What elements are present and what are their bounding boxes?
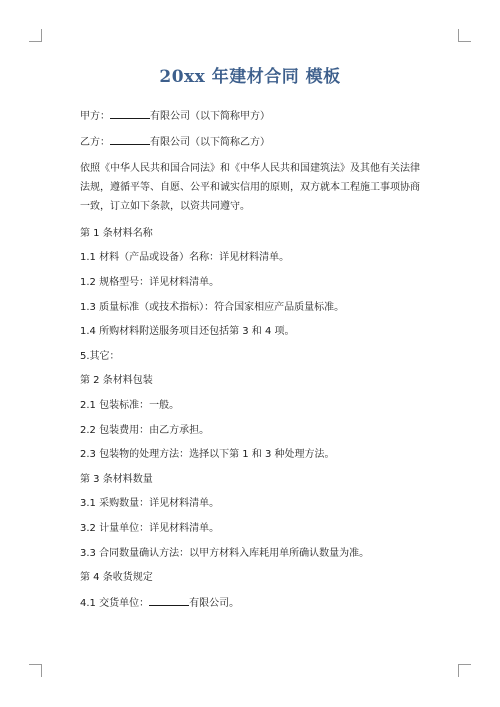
section-3-heading: 第 3 条材料数量 [80, 473, 153, 485]
section-3-item-1: 3.1 采购数量：详见材料清单。 [80, 498, 220, 510]
section-3-item-2: 3.2 计量单位：详见材料清单。 [80, 522, 220, 534]
section-2-item-2: 2.2 包装费用：由乙方承担。 [80, 424, 210, 436]
crop-mark-bottom-left [29, 664, 42, 677]
section-2-heading: 第 2 条材料包装 [80, 375, 153, 387]
section-2-item-3: 2.3 包装物的处理方法：选择以下第 1 和 3 种处理方法。 [80, 449, 335, 461]
delivery-unit-blank[interactable] [149, 595, 189, 606]
section-1-item-4: 1.4 所购材料附送服务项目还包括第 3 和 4 项。 [80, 326, 295, 338]
crop-mark-top-left [29, 29, 42, 42]
crop-mark-bottom-right [458, 664, 471, 677]
delivery-unit-line [80, 595, 420, 611]
document-title: 20xx 年建材合同 模板 [159, 67, 341, 87]
delivery-unit-suffix: 有限公司。 [189, 597, 240, 609]
party-a-label: 甲方： [80, 111, 110, 122]
section-2-item-1: 2.1 包装标准：一般。 [80, 399, 180, 411]
intro-paragraph: 依照《中华人民共和国合同法》和《中华人民共和国建筑法》及其他有关法律法规，遵循平等、自愿、公平和诚实信用的原则，双方就本工程施工事项协商一致，订立如下条款，以资共同遵守。 [80, 163, 420, 213]
section-1-item-3: 1.3 质量标准（或技术指标）：符合国家相应产品质量标准。 [80, 301, 345, 313]
party-b-label: 乙方： [80, 136, 110, 148]
section-1-item-1: 1.1 材料（产品或设备）名称：详见材料清单。 [80, 252, 290, 264]
party-a-suffix: 有限公司（以下简称甲方） [150, 111, 270, 122]
party-a-blank[interactable] [110, 108, 150, 119]
crop-mark-top-right [458, 29, 471, 42]
section-3-item-3: 3.3 合同数量确认方法：以甲方材料入库耗用单所确认数量为准。 [80, 547, 370, 559]
section-1-item-2: 1.2 规格型号：详见材料清单。 [80, 276, 220, 288]
party-a-line [80, 108, 420, 124]
party-b-blank[interactable] [110, 134, 150, 145]
document-body [80, 108, 420, 620]
party-b-suffix: 有限公司（以下简称乙方） [150, 136, 270, 148]
delivery-unit-label: 4.1 交货单位： [80, 597, 150, 609]
section-4-heading: 第 4 条收货规定 [80, 572, 153, 584]
section-1-item-5: 5.其它： [80, 350, 120, 362]
party-b-line [80, 134, 420, 150]
section-1-heading: 第 1 条材料名称 [80, 227, 153, 239]
